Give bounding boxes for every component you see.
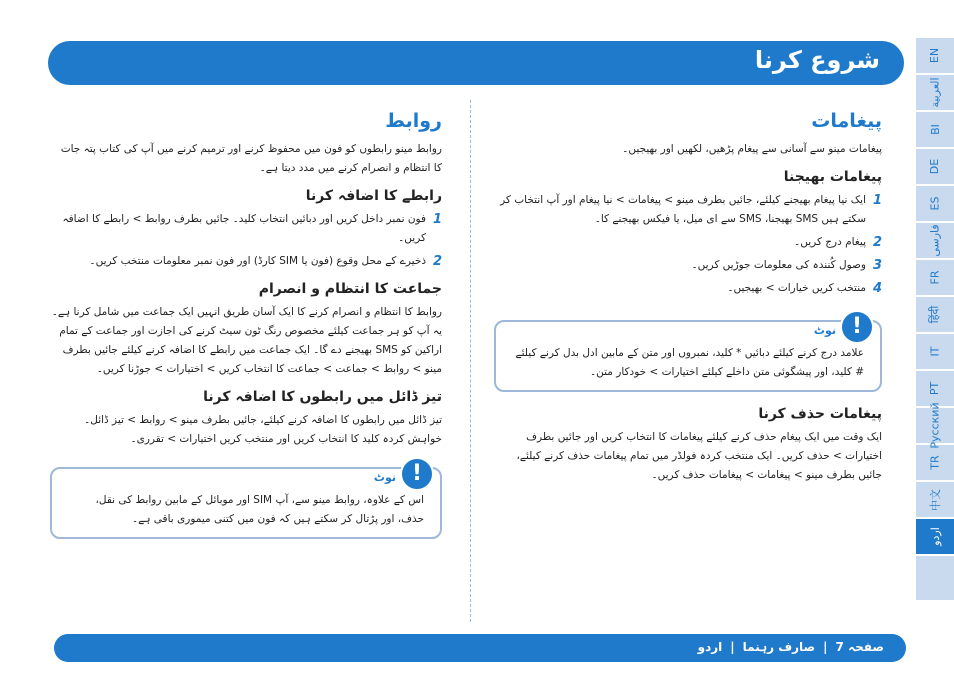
add-step: 1 فون نمبر داخل کریں اور دبائیں انتخاب کلید۔ جائیں بطرف روابط > رابطے کا اضافہ کریں۔	[62, 212, 442, 244]
contacts-intro: روابط مینو رابطوں کو فون میں محفوظ کرنے اور ترمیم کرنے میں آپ کی کتاب پتہ جات کا انتظام و انصرام کرنے میں مدد دیتا ہے۔	[60, 143, 442, 174]
send-step: 4 منتخب کریں خیارات > بھیجیں۔	[727, 281, 882, 296]
messages-intro: پیغامات مینو سے آسانی سے پیغام پڑھیں، لکھیں اور بھیجیں۔	[622, 143, 882, 155]
lang-tab-hi[interactable]: हिंदी	[916, 297, 954, 332]
footer-text	[698, 640, 884, 654]
page-footer	[54, 634, 906, 662]
lang-tab-bi[interactable]: BI	[916, 112, 954, 147]
exclamation-icon: !	[400, 457, 434, 491]
lang-tab-tr[interactable]: TR	[916, 445, 954, 480]
send-step: 1 ایک نیا پیغام بھیجنے کیلئے، جائیں بطرف مینو > پیغامات > نیا پیغام اور آپ انتخاب کر سکتے ہیں SMS بھیجنا، SMS سے ای میل، یا فیکس بھیجنے کا۔	[500, 193, 882, 225]
contacts-title: روابط	[385, 110, 442, 132]
page-header	[48, 41, 904, 85]
lang-tab-ru[interactable]: Русский	[916, 408, 954, 443]
footer-separator: |	[730, 640, 735, 654]
lang-tab-it[interactable]: IT	[916, 334, 954, 369]
send-messages-heading: پیغامات بھیجنا	[783, 169, 882, 185]
lang-tab-ur[interactable]: اردو	[916, 519, 954, 554]
guide-name: صارف رہنما	[742, 640, 816, 654]
delete-messages-heading: پیغامات حذف کرنا	[758, 406, 882, 422]
note-title: نوٹ	[813, 324, 836, 337]
footer-language: اردو	[697, 640, 723, 654]
lang-tab-es[interactable]: ES	[916, 186, 954, 221]
lang-tab-de[interactable]: DE	[916, 149, 954, 184]
contacts-note-box	[50, 461, 442, 539]
lang-tab-fr[interactable]: FR	[916, 260, 954, 295]
language-tab-bar	[916, 38, 954, 602]
lang-tab-pt[interactable]: PT	[916, 371, 954, 406]
messages-title: پیغامات	[811, 110, 882, 132]
speed-dial-heading: تیز ڈائل میں رابطوں کا اضافہ کرنا	[203, 389, 442, 405]
page-title: شروع کرنا	[754, 46, 880, 74]
messages-note-box	[494, 314, 882, 392]
lang-tab-ar[interactable]: العربية	[916, 75, 954, 110]
column-divider	[470, 100, 471, 622]
contacts-section	[50, 110, 442, 539]
footer-separator: |	[823, 640, 828, 654]
lang-tab-fa[interactable]: فارسی	[916, 223, 954, 258]
lang-tab-zh[interactable]: 中文	[916, 482, 954, 517]
lang-tab-blank	[916, 556, 954, 600]
speed-dial-text: تیز ڈائل میں رابطوں کا اضافہ کرنے کیلئے، جائیں بطرف مینو > روابط > تیز ڈائل۔ خواہش کردہ کلید کا انتخاب کریں اور منتخب کریں اختیارات > تقرری۔	[84, 414, 442, 445]
lang-tab-en[interactable]: EN	[916, 38, 954, 73]
group-heading: جماعت کا انتظام و انصرام	[258, 281, 442, 297]
send-step: 3 وصول کُنندہ کی معلومات جوڑیں کریں۔	[691, 258, 882, 273]
delete-messages-text: ایک وقت میں ایک پیغام حذف کرنے کیلئے پیغامات کا انتخاب کریں اور جائیں بطرف اختیارات > حذف کریں۔ ایک منتخب کردہ فولڈر میں تمام پیغامات حذف کرنے کیلئے، جائیں بطرف مینو > پیغامات > پیغامات حذف کریں۔	[516, 431, 882, 481]
add-contact-heading: رابطے کا اضافہ کرنا	[305, 188, 442, 204]
note-title: نوٹ	[373, 471, 396, 484]
note-text: علامد درج کرنے کیلئے دبائیں * کلید، نمبروں اور متن کے مابین ادل بدل کرنے کیلئے # کلید، اور پیشگوئی متن داخلے کیلئے اختیارات > خودکار متن۔	[515, 347, 864, 378]
send-step: 2 پیغام درج کریں۔	[794, 235, 882, 250]
group-text: روابط کا انتظام و انصرام کرنے کا ایک آسان طریق انہیں ایک جماعت میں شامل کرنا ہے۔ یہ آپ کو ہر جماعت کیلئے مخصوص رنگ ٹون سیٹ کرنے کی اجازت اور جماعت کے تمام اراکین کو SMS بھیجنے دے گا۔ ایک جماعت میں رابطے کا اضافہ کرنے کیلئے جائیں بطرف مینو > روابط > جماعت > جماعت کا انتخاب کریں > اختیارات > جوڑنا کریں۔	[51, 306, 442, 375]
exclamation-icon: !	[840, 310, 874, 344]
page-number: صفحہ 7	[835, 640, 884, 654]
note-text: اس کے علاوہ، روابط مینو سے، آپ SIM اور موبائل کے مابین روابط کی نقل، حذف، اور پڑتال کر سکتے ہیں کہ فون میں کتنی میموری باقی ہے۔	[95, 494, 424, 525]
messages-section	[494, 110, 882, 485]
add-step: 2 ذخیرے کے محل وقوع (فون یا SIM کارڈ) اور فون نمبر معلومات منتخب کریں۔	[89, 254, 442, 269]
